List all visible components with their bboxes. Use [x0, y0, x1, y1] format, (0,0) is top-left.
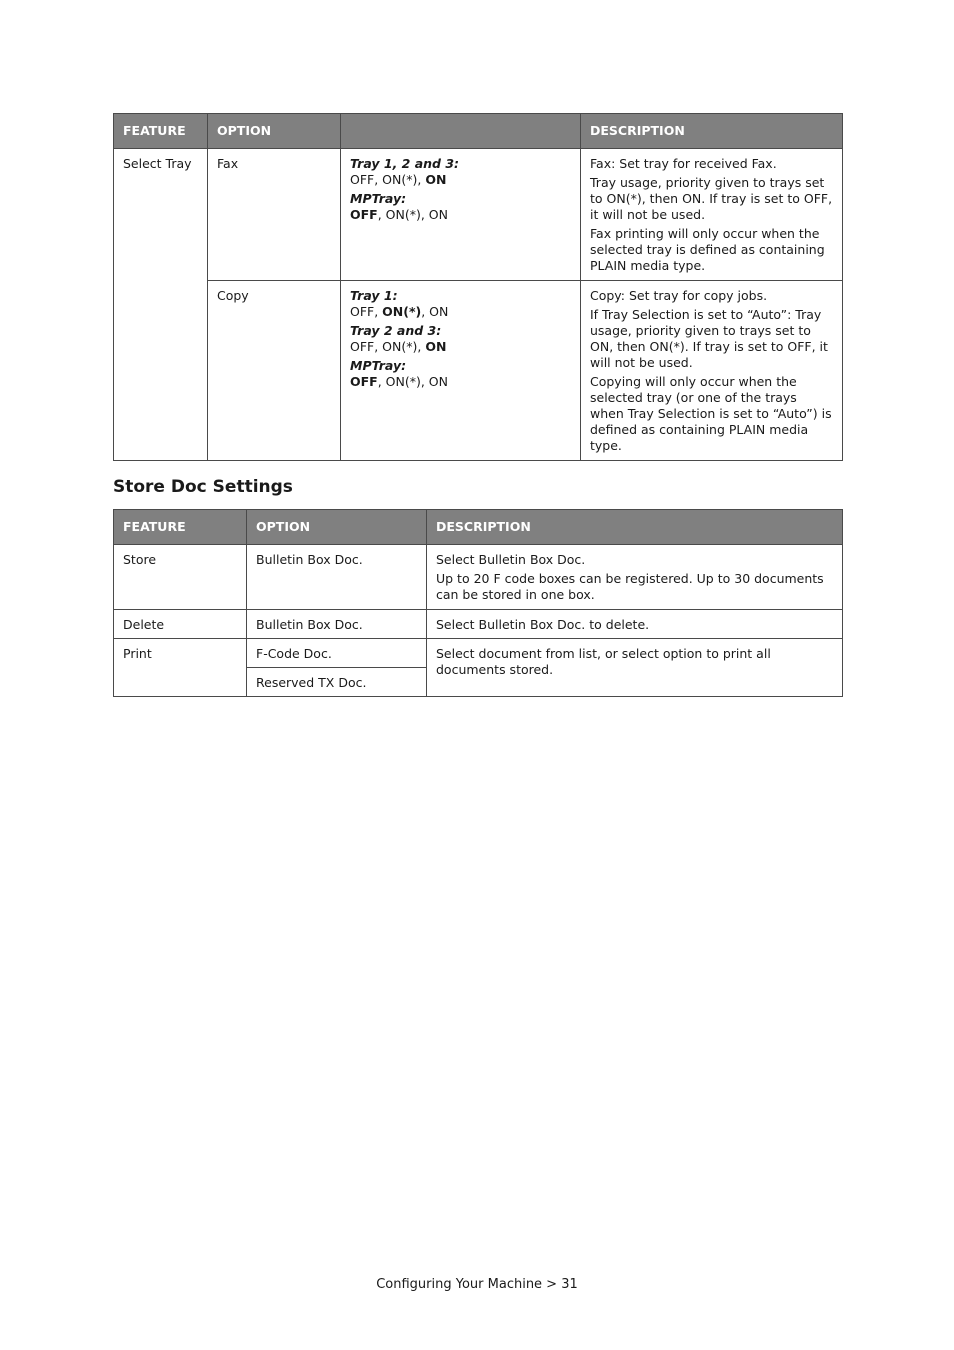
option-cell: Copy [208, 281, 341, 461]
description-paragraph: Copying will only occur when the selected tray (or one of the trays when Tray Selection is set to “Auto”) is defined as containing PLAIN media type. [590, 374, 832, 453]
setting-value: ON(*) [382, 304, 422, 319]
select-tray-table [113, 113, 843, 461]
setting-values [350, 207, 571, 223]
section-title: Store Doc Settings [113, 477, 293, 497]
setting-block [350, 288, 571, 320]
setting-values [350, 374, 571, 390]
setting-value: , ON [421, 304, 449, 319]
description-cell [427, 545, 843, 610]
setting-value: , ON(*), ON [377, 374, 448, 389]
table-row [114, 545, 843, 610]
feature-cell: Select Tray [114, 149, 208, 461]
table-row [114, 610, 843, 639]
description-paragraph: Tray usage, priority given to trays set to ON(*), then ON. If tray is set to OFF, it will not be used. [590, 175, 833, 222]
settings-cell [341, 281, 581, 461]
setting-title: Tray 1, 2 and 3: [350, 156, 460, 171]
description-paragraph: Fax printing will only occur when the selected tray is defined as containing PLAIN media type. [590, 226, 825, 273]
option-cell: Bulletin Box Doc. [247, 545, 427, 610]
setting-values [350, 304, 571, 320]
setting-value: ON [425, 172, 447, 187]
table-header-row [114, 510, 843, 545]
setting-value: OFF, ON(*), [350, 339, 426, 354]
setting-title: Tray 2 and 3: [350, 323, 442, 338]
setting-value: , ON(*), ON [377, 207, 448, 222]
description-paragraph: Fax: Set tray for received Fax. [590, 156, 777, 171]
table-row [114, 149, 843, 281]
option-cell: F-Code Doc. [247, 639, 427, 668]
feature-cell: Store [114, 545, 247, 610]
setting-block [350, 323, 571, 355]
setting-block [350, 191, 571, 223]
header-description: DESCRIPTION [427, 510, 843, 545]
description-paragraph: Copy: Set tray for copy jobs. [590, 288, 768, 303]
description-cell [581, 149, 843, 281]
setting-value: OFF [350, 207, 378, 222]
description-paragraph: If Tray Selection is set to “Auto”: Tray usage, priority given to trays set to ON, then ON(*). If tray is set to OFF, it will not be used. [590, 307, 828, 370]
table-row [114, 281, 843, 461]
option-cell: Fax [208, 149, 341, 281]
page-footer: Configuring Your Machine > 31 [376, 1277, 578, 1292]
header-option: OPTION [208, 114, 341, 149]
feature-cell: Delete [114, 610, 247, 639]
setting-values [350, 172, 571, 188]
option-cell: Reserved TX Doc. [247, 668, 427, 697]
setting-values [350, 339, 571, 355]
setting-value: OFF [350, 374, 378, 389]
table-row [114, 639, 843, 668]
setting-title: MPTray: [350, 191, 407, 206]
header-description: DESCRIPTION [581, 114, 843, 149]
header-feature: FEATURE [114, 114, 208, 149]
setting-value: ON [425, 339, 447, 354]
header-setting [341, 114, 581, 149]
description-paragraph: Select Bulletin Box Doc. [436, 552, 586, 567]
description-cell: Select Bulletin Box Doc. to delete. [427, 610, 843, 639]
setting-block [350, 156, 571, 188]
settings-cell [341, 149, 581, 281]
setting-title: Tray 1: [350, 288, 398, 303]
description-cell: Select document from list, or select option to print all documents stored. [427, 639, 843, 697]
setting-value: OFF, [350, 304, 383, 319]
store-doc-table [113, 509, 843, 697]
table-header-row [114, 114, 843, 149]
header-option: OPTION [247, 510, 427, 545]
setting-block [350, 358, 571, 390]
setting-value: OFF, ON(*), [350, 172, 426, 187]
description-cell [581, 281, 843, 461]
setting-title: MPTray: [350, 358, 407, 373]
option-cell: Bulletin Box Doc. [247, 610, 427, 639]
feature-cell: Print [114, 639, 247, 697]
description-paragraph: Up to 20 F code boxes can be registered. Up to 30 documents can be stored in one box. [436, 571, 824, 602]
header-feature: FEATURE [114, 510, 247, 545]
